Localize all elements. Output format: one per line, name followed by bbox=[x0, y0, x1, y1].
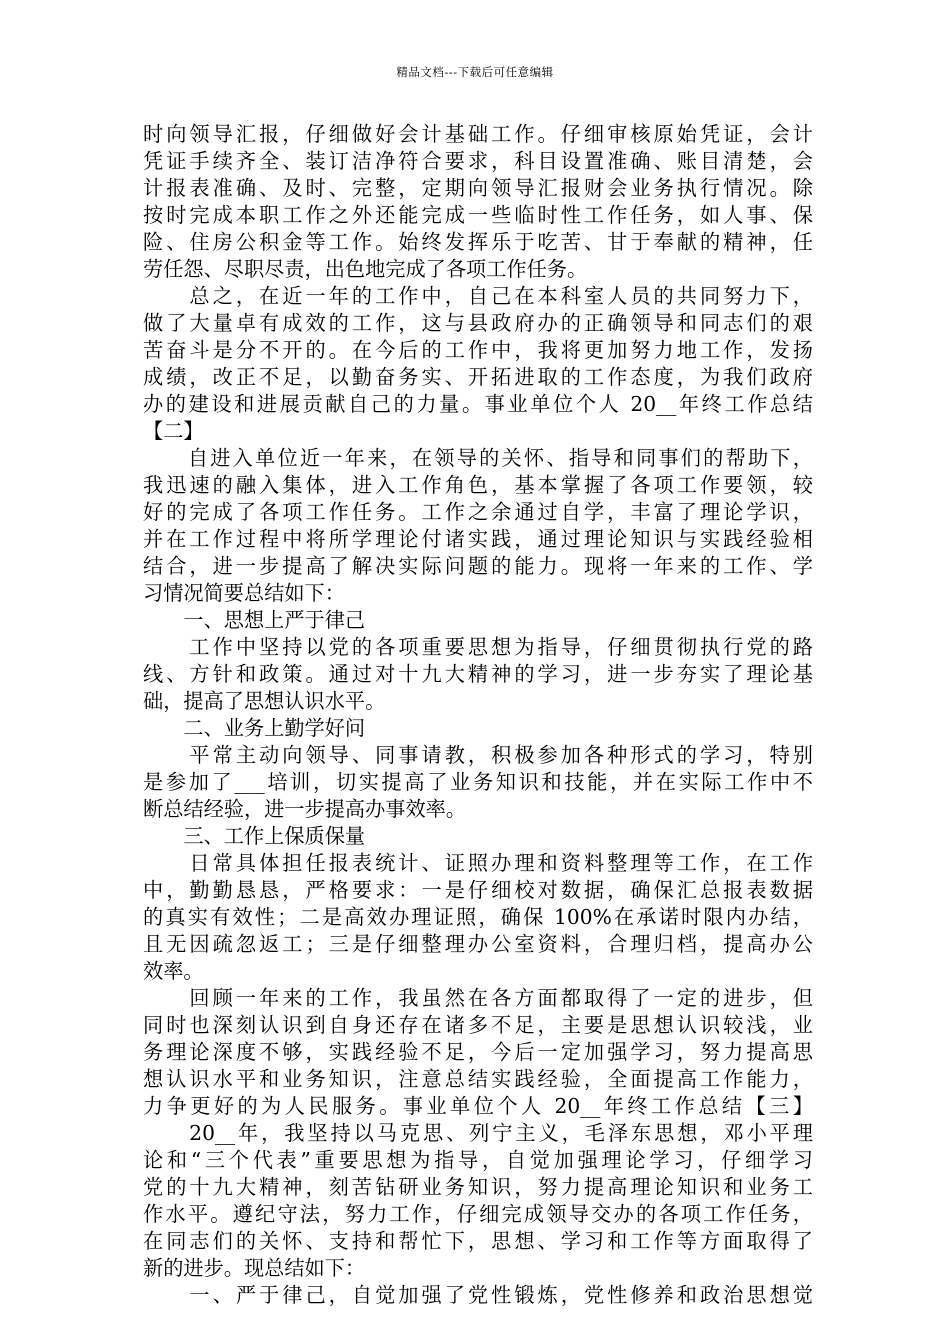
text-line: 20__年，我坚持以马克思、列宁主义，毛泽东思想，邓小平理 bbox=[143, 1121, 813, 1145]
text-line: 作水平。遵纪守法，努力工作，仔细完成领导交办的各项工作任务， bbox=[143, 1202, 813, 1226]
text-line: 且无因疏忽返工；三是仔细整理办公室资料，合理归档，提高办公 bbox=[143, 932, 813, 956]
text-line: 想认识水平和业务知识，注意总结实践经验，全面提高工作能力， bbox=[143, 1067, 813, 1091]
text-line: 凭证手续齐全、装订洁净符合要求，科目设置准确、账目清楚，会 bbox=[143, 149, 813, 173]
text-line: 习情况简要总结如下： bbox=[143, 581, 345, 605]
page-header-note: 精品文档---下载后可任意编辑 bbox=[396, 65, 554, 79]
text-line: 苦奋斗是分不开的。在今后的工作中，我将更加努力地工作，发扬 bbox=[143, 338, 813, 362]
text-line: 办的建设和进展贡献自己的力量。事业单位个人 20__年终工作总结 bbox=[143, 392, 813, 416]
subheading: 三、工作上保质保量 bbox=[143, 824, 366, 848]
text-line: 线、方针和政策。通过对十九大精神的学习，进一步夯实了理论基 bbox=[143, 662, 813, 686]
subheading: 一、思想上严于律己 bbox=[143, 608, 366, 632]
text-line: 在同志们的关怀、支持和帮忙下，思想、学习和工作等方面取得了 bbox=[143, 1229, 813, 1253]
text-line: 平常主动向领导、同事请教，积极参加各种形式的学习，特别 bbox=[143, 743, 813, 767]
text-line: 险、住房公积金等工作。始终发挥乐于吃苦、甘于奉献的精神，任 bbox=[143, 230, 813, 254]
text-line: 自进入单位近一年来，在领导的关怀、指导和同事们的帮助下， bbox=[143, 446, 813, 470]
text-line: 做了大量卓有成效的工作，这与县政府办的正确领导和同志们的艰 bbox=[143, 311, 813, 335]
text-line: 党的十九大精神，刻苦钻研业务知识，努力提高理论知识和业务工 bbox=[143, 1175, 813, 1199]
text-line: 中，勤勤恳恳，严格要求：一是仔细校对数据，确保汇总报表数据 bbox=[143, 878, 813, 902]
text-line: 日常具体担任报表统计、证照办理和资料整理等工作，在工作 bbox=[143, 851, 813, 875]
subheading: 二、业务上勤学好问 bbox=[143, 716, 366, 740]
text-line: 结合，进一步提高了解决实际问题的能力。现将一年来的工作、学 bbox=[143, 554, 813, 578]
section-heading: 【二】 bbox=[143, 419, 204, 443]
text-line: 回顾一年来的工作，我虽然在各方面都取得了一定的进步，但 bbox=[143, 986, 813, 1010]
text-line: 成绩，改正不足，以勤奋务实、开拓进取的工作态度，为我们政府 bbox=[143, 365, 813, 389]
text-line: 时向领导汇报，仔细做好会计基础工作。仔细审核原始凭证，会计 bbox=[143, 122, 813, 146]
text-line: 好的完成了各项工作任务。工作之余通过自学，丰富了理论学识， bbox=[143, 500, 813, 524]
text-line: 是参加了___培训，切实提高了业务知识和技能，并在实际工作中不 bbox=[143, 770, 813, 794]
text-line: 断总结经验，进一步提高办事效率。 bbox=[143, 797, 467, 821]
text-line: 工作中坚持以党的各项重要思想为指导，仔细贯彻执行党的路 bbox=[143, 635, 813, 659]
text-line: 效率。 bbox=[143, 959, 204, 983]
text-line: 计报表准确、及时、完整，定期向领导汇报财会业务执行情况。除 bbox=[143, 176, 813, 200]
text-line: 总之，在近一年的工作中，自己在本科室人员的共同努力下， bbox=[143, 284, 813, 308]
text-line: 力争更好的为人民服务。事业单位个人 20__年终工作总结【三】 bbox=[143, 1094, 813, 1118]
text-line: 劳任怨、尽职尽责，出色地完成了各项工作任务。 bbox=[143, 257, 588, 281]
text-line: 新的进步。现总结如下： bbox=[143, 1256, 366, 1280]
text-line: 务理论深度不够，实践经验不足，今后一定加强学习，努力提高思 bbox=[143, 1040, 813, 1064]
text-line: 并在工作过程中将所学理论付诸实践，通过理论知识与实践经验相 bbox=[143, 527, 813, 551]
text-line: 我迅速的融入集体，进入工作角色，基本掌握了各项工作要领，较 bbox=[143, 473, 813, 497]
text-line: 按时完成本职工作之外还能完成一些临时性工作任务，如人事、保 bbox=[143, 203, 813, 227]
document-body bbox=[143, 121, 813, 1309]
text-line: 础，提高了思想认识水平。 bbox=[143, 689, 386, 713]
text-line: 一、严于律己，自觉加强了党性锻炼，党性修养和政治思想觉 bbox=[143, 1283, 813, 1307]
text-line: 论和“三个代表”重要思想为指导，自觉加强理论学习，仔细学习 bbox=[143, 1148, 813, 1172]
text-line: 同时也深刻认识到自身还存在诸多不足，主要是思想认识较浅，业 bbox=[143, 1013, 813, 1037]
text-line: 的真实有效性；二是高效办理证照，确保 100%在承诺时限内办结， bbox=[143, 905, 813, 929]
